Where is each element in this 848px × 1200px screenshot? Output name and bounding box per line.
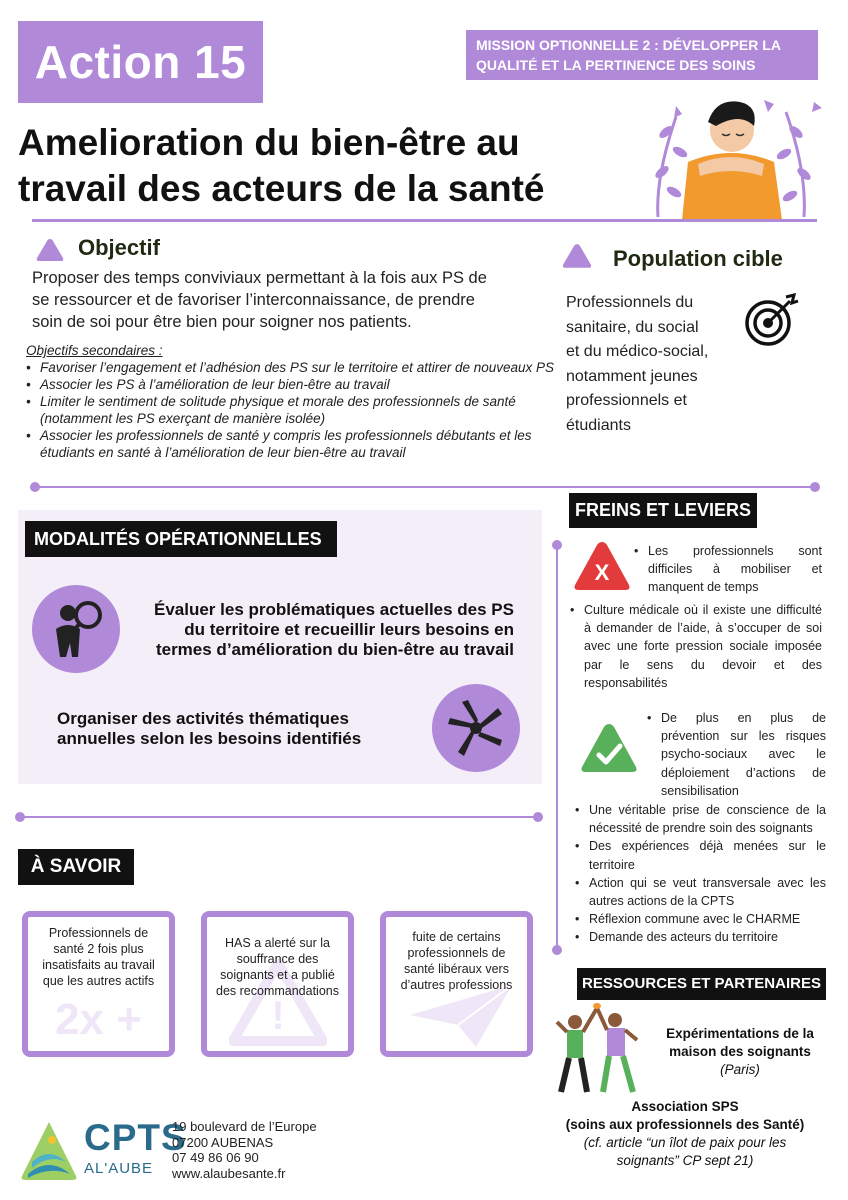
tired-person-illustration <box>636 92 826 222</box>
x-warning-icon <box>573 540 631 592</box>
objectif-heading: Objectif <box>78 235 160 260</box>
ressource-title: maison des soignants <box>669 1044 811 1059</box>
info-card <box>380 911 533 1057</box>
list-item: • Action qui se veut transversale avec les autres actions de la CPTS <box>573 874 826 910</box>
ressource-title: (soins aux professionnels des Santé) <box>565 1117 805 1132</box>
section-divider <box>20 816 538 818</box>
freins-label: FREINS ET LEVIERS <box>569 493 757 528</box>
population-line: sanitaire, du social <box>566 318 699 336</box>
list-item: • Une véritable prise de conscience de la nécessité de prendre soin des soignants <box>573 801 826 837</box>
population-line: Professionnels du <box>566 294 694 311</box>
card-watermark: 2x + <box>55 995 142 1044</box>
secondary-title: Objectifs secondaires : <box>26 343 163 358</box>
card-watermark: ! <box>271 994 285 1038</box>
objectif-line: soin de soi pour être bien pour soigner nos patients. <box>32 313 412 331</box>
card-text: Professionnels de santé 2 fois plus insatisfaits au travail que les autres actifs <box>42 926 155 988</box>
cpts-logo-icon <box>18 1118 80 1184</box>
info-card <box>22 911 175 1057</box>
list-item: • Les professionnels sont difficiles à mobiliser et manquent de temps <box>632 542 822 597</box>
modalite-line: du territoire et recueillir leurs besoins en <box>184 620 514 639</box>
list-item: • Culture médicale où il existe une difficulté à demander de l’aide, à s’occuper de soi avec une forte pression sociale imposée par le sens du devoir et des responsabilités <box>568 601 822 692</box>
ressource-2 <box>555 1098 815 1170</box>
divider-dot <box>810 482 820 492</box>
triangle-bullet-icon <box>561 242 593 269</box>
card-text: HAS a alerté sur la souffrance des soignants et a publié des recommandations <box>216 936 339 998</box>
leviers-list-b <box>573 801 826 947</box>
objectif-line: Proposer des temps conviviaux permettant à la fois aux PS de <box>32 269 487 287</box>
section-divider <box>35 486 815 488</box>
list-item: • Associer les professionnels de santé y compris les professionnels débutants et les étudiants en santé à l’amélioration de leur bien-être au travail <box>26 427 566 461</box>
list-item: • Limiter le sentiment de solitude physique et morale des professionnels de santé (notamment les PS exerçant de manière isolée) <box>26 393 566 427</box>
ressource-sub: (Paris) <box>720 1062 760 1077</box>
modalite-line: Organiser des activités thématiques <box>57 709 349 728</box>
triangle-bullet-icon <box>35 237 65 262</box>
ressource-1 <box>645 1025 835 1079</box>
address-line: 07200 AUBENAS <box>172 1134 274 1150</box>
ressources-label: RESSOURCES ET PARTENAIRES <box>577 968 826 1000</box>
title-line-1: Amelioration du bien-être au <box>18 122 520 163</box>
divider-dot <box>552 945 562 955</box>
mission-line-1: MISSION OPTIONNELLE 2 : DÉVELOPPER LA <box>476 37 781 53</box>
phone: 07 49 86 06 90 <box>172 1150 259 1165</box>
objectif-line: se ressourcer et de favoriser l’interconnaissance, de prendre <box>32 291 475 309</box>
page-title <box>18 120 618 212</box>
mission-banner <box>466 30 818 80</box>
title-line-2: travail des acteurs de la santé <box>18 168 545 209</box>
modalite-line: Évaluer les problématiques actuelles des PS <box>154 600 514 619</box>
list-item: • Favoriser l’engagement et l’adhésion des PS sur le territoire et attirer de nouveaux PS <box>26 359 566 376</box>
list-item: • De plus en plus de prévention sur les risques psycho-sociaux avec le déploiement d’actions de sensibilisation <box>645 709 826 800</box>
modalite-line: annuelles selon les besoins identifiés <box>57 729 362 748</box>
climbing-people-illustration <box>553 1000 643 1096</box>
population-heading: Population cible <box>613 246 783 271</box>
action-badge: Action 15 <box>18 21 263 103</box>
hands-together-icon <box>432 684 520 772</box>
divider-dot <box>15 812 25 822</box>
ressource-sub: (cf. article “un îlot de paix pour les <box>583 1135 787 1150</box>
info-card <box>201 911 354 1057</box>
leviers-list-a <box>645 709 826 800</box>
population-text <box>566 291 746 438</box>
population-line: professionnels et <box>566 392 687 409</box>
cpts-logo-sub: AL'AUBE <box>84 1160 154 1177</box>
freins-vertical-line <box>556 545 558 950</box>
modalite-item-1 <box>104 600 514 660</box>
population-line: et du médico-social, <box>566 343 709 360</box>
savoir-label: À SAVOIR <box>18 849 134 885</box>
header-divider <box>32 219 817 222</box>
modalites-label: MODALITÉS OPÉRATIONNELLES <box>25 521 337 557</box>
list-item: • Réflexion commune avec le CHARME <box>573 910 826 928</box>
check-icon <box>580 722 638 774</box>
divider-dot <box>552 540 562 550</box>
address-line: 19 boulevard de l’Europe <box>172 1119 317 1134</box>
secondary-objectives <box>26 342 566 461</box>
footer-address <box>172 1119 317 1181</box>
mission-line-2: QUALITÉ ET LA PERTINENCE DES SOINS <box>476 57 756 73</box>
modalite-line: termes d’amélioration du bien-être au travail <box>155 640 514 659</box>
target-icon <box>744 293 800 347</box>
ressource-sub: soignants” CP sept 21) <box>616 1153 754 1168</box>
objectif-text <box>32 267 552 333</box>
list-item: • Associer les PS à l’amélioration de leur bien-être au travail <box>26 376 566 393</box>
website-link[interactable]: www.alaubesante.fr <box>172 1165 286 1181</box>
population-line: étudiants <box>566 416 631 434</box>
cpts-logo-text: CPTS <box>84 1117 187 1158</box>
population-line: notamment jeunes <box>566 367 698 385</box>
divider-dot <box>533 812 543 822</box>
freins-list-b <box>568 601 822 692</box>
list-item: • Demande des acteurs du territoire <box>573 928 826 946</box>
list-item: • Des expériences déjà menées sur le territoire <box>573 837 826 873</box>
ressource-title: Expérimentations de la <box>666 1026 814 1041</box>
card-text: fuite de certains professionnels de santé libéraux vers d’autres professions <box>400 930 513 992</box>
freins-list-a <box>632 542 822 597</box>
ressource-title: Association SPS <box>631 1099 739 1114</box>
modalite-item-2 <box>57 709 417 749</box>
divider-dot <box>30 482 40 492</box>
x-mark: X <box>594 560 610 585</box>
